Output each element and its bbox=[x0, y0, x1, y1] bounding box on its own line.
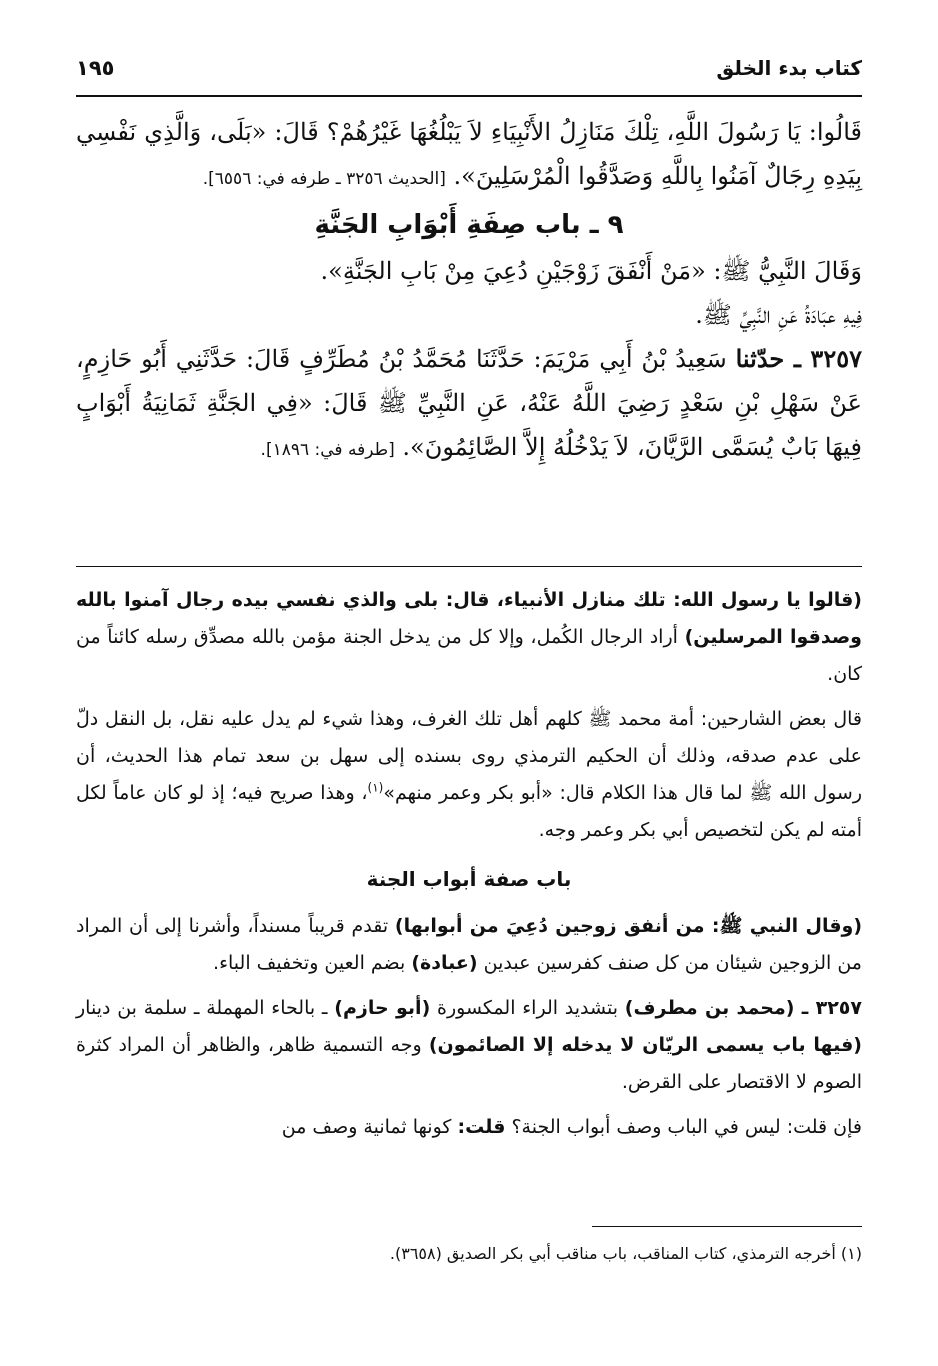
commentary-paragraph: (قالوا يا رسول الله: تلك منازل الأنبياء، قال: بلى والذي نفسي بيده رجال آمنوا بالله وصدقوا المرسلين) أراد الرجال الكُمل، وإلا كل من يدخل الجنة مؤمن بالله مصدِّق رسله كائناً من كان. bbox=[76, 589, 862, 685]
footnote: (١) أخرجه الترمذي، كتاب المناقب، باب مناقب أبي بكر الصديق (٣٦٥٨). bbox=[389, 1244, 862, 1263]
hadith-reference: [الحديث ٣٢٥٦ ـ طرفه في: ٦٥٥٦]. bbox=[202, 169, 446, 189]
footnote-divider bbox=[592, 1226, 862, 1227]
commentary-block bbox=[76, 582, 862, 1154]
hadith-number: ٣٢٥٧ ـ حدّثنا bbox=[735, 344, 862, 373]
commentary-paragraph: (وقال النبي ﷺ: من أنفق زوجين دُعِيَ من أبوابها) تقدم قريباً مسنداً، وأشرنا إلى أن المراد من الزوجين شيئان من كل صنف كفرسين عبدين (عبادة) بضم العين وتخفيف الباء. bbox=[76, 915, 863, 974]
section-divider bbox=[76, 566, 862, 567]
commentary-paragraph: فإن قلت: ليس في الباب وصف أبواب الجنة؟ قلت: كونها ثمانية وصف من bbox=[281, 1116, 862, 1138]
footnote-marker: (١) bbox=[367, 780, 384, 795]
page-number: ١٩٥ bbox=[76, 56, 115, 80]
chapter-quote: وَقَالَ النَّبِيُّ ﷺ: «مَنْ أَنْفَقَ زَوْجَيْنِ دُعِيَ مِنْ بَابِ الجَنَّةِ». bbox=[320, 257, 862, 285]
hadith-entry bbox=[76, 337, 862, 472]
hadith-reference: [طرفه في: ١٨٩٦]. bbox=[260, 440, 395, 460]
book-page bbox=[76, 0, 862, 1366]
header-divider bbox=[76, 95, 862, 97]
chapter-heading: ٩ ـ باب صِفَةِ أَبْوَابِ الجَنَّةِ bbox=[314, 210, 624, 240]
hadith-text-block bbox=[76, 110, 862, 472]
hadith-continuation: قَالُوا: يَا رَسُولَ اللَّهِ، تِلْكَ مَنَازِلُ الأَنْبِيَاءِ لاَ يَبْلُغُهَا غَيْرُهُمْ؟ قَالَ: «بَلَى، وَالَّذِي نَفْسِي بِيَدِهِ رِجَالٌ آمَنُوا بِاللَّهِ وَصَدَّقُوا الْمُرْسَلِينَ». [الحديث ٣٢٥٦ ـ طرفه في: ٦٥٥٦]. bbox=[76, 118, 862, 190]
commentary-sub-heading: باب صفة أبواب الجنة bbox=[366, 867, 572, 891]
commentary-paragraph: قال بعض الشارحين: أمة محمد ﷺ كلهم أهل تلك الغرف، وهذا شيء لم يدل عليه نقل، بل النقل دلّ على عدم صدقه، وذلك أن الحكيم الترمذي روى بسنده إلى سهل بن سعد تمام هذا الحديث، أن رسول الله ﷺ لما قال هذا الكلام قال: «أبو بكر وعمر منهم»$^{(١)}$، وهذا صريح فيه؛ إذ لو كان عاماً لكل أمته لم يكن لتخصيص أبي بكر وعمر وجه. bbox=[76, 708, 862, 841]
chapter-note: فِيهِ عبَادَةُ عَنِ النَّبِيِّ ﷺ. bbox=[695, 301, 862, 329]
commentary-paragraph: ٣٢٥٧ ـ (محمد بن مطرف) بتشديد الراء المكسورة (أبو حازم) ـ بالحاء المهملة ـ سلمة بن دينار (فيها باب يسمى الريّان لا يدخله إلا الصائمون) وجه التسمية ظاهر، والظاهر أن المراد كثرة الصوم لا الاقتصار على القرض. bbox=[76, 997, 862, 1093]
page-header bbox=[76, 54, 862, 88]
hadith-body: سَعِيدُ بْنُ أَبِي مَرْيَمَ: حَدَّثَنَا مُحَمَّدُ بْنُ مُطَرِّفٍ قَالَ: حَدَّثَنِي أَبُو حَازِمٍ، عَنْ سَهْلِ بْنِ سَعْدٍ رَضِيَ اللَّهُ عَنْهُ، عَنِ النَّبِيِّ ﷺ قَالَ: «فِي الجَنَّةِ ثَمَانِيَةُ أَبْوَابٍ فِيهَا بَابٌ يُسَمَّى الرَّيَّانَ، لاَ يَدْخُلُهُ إِلاَّ الصَّائِمُونَ». bbox=[76, 345, 862, 461]
running-title: كتاب بدء الخلق bbox=[716, 56, 862, 80]
